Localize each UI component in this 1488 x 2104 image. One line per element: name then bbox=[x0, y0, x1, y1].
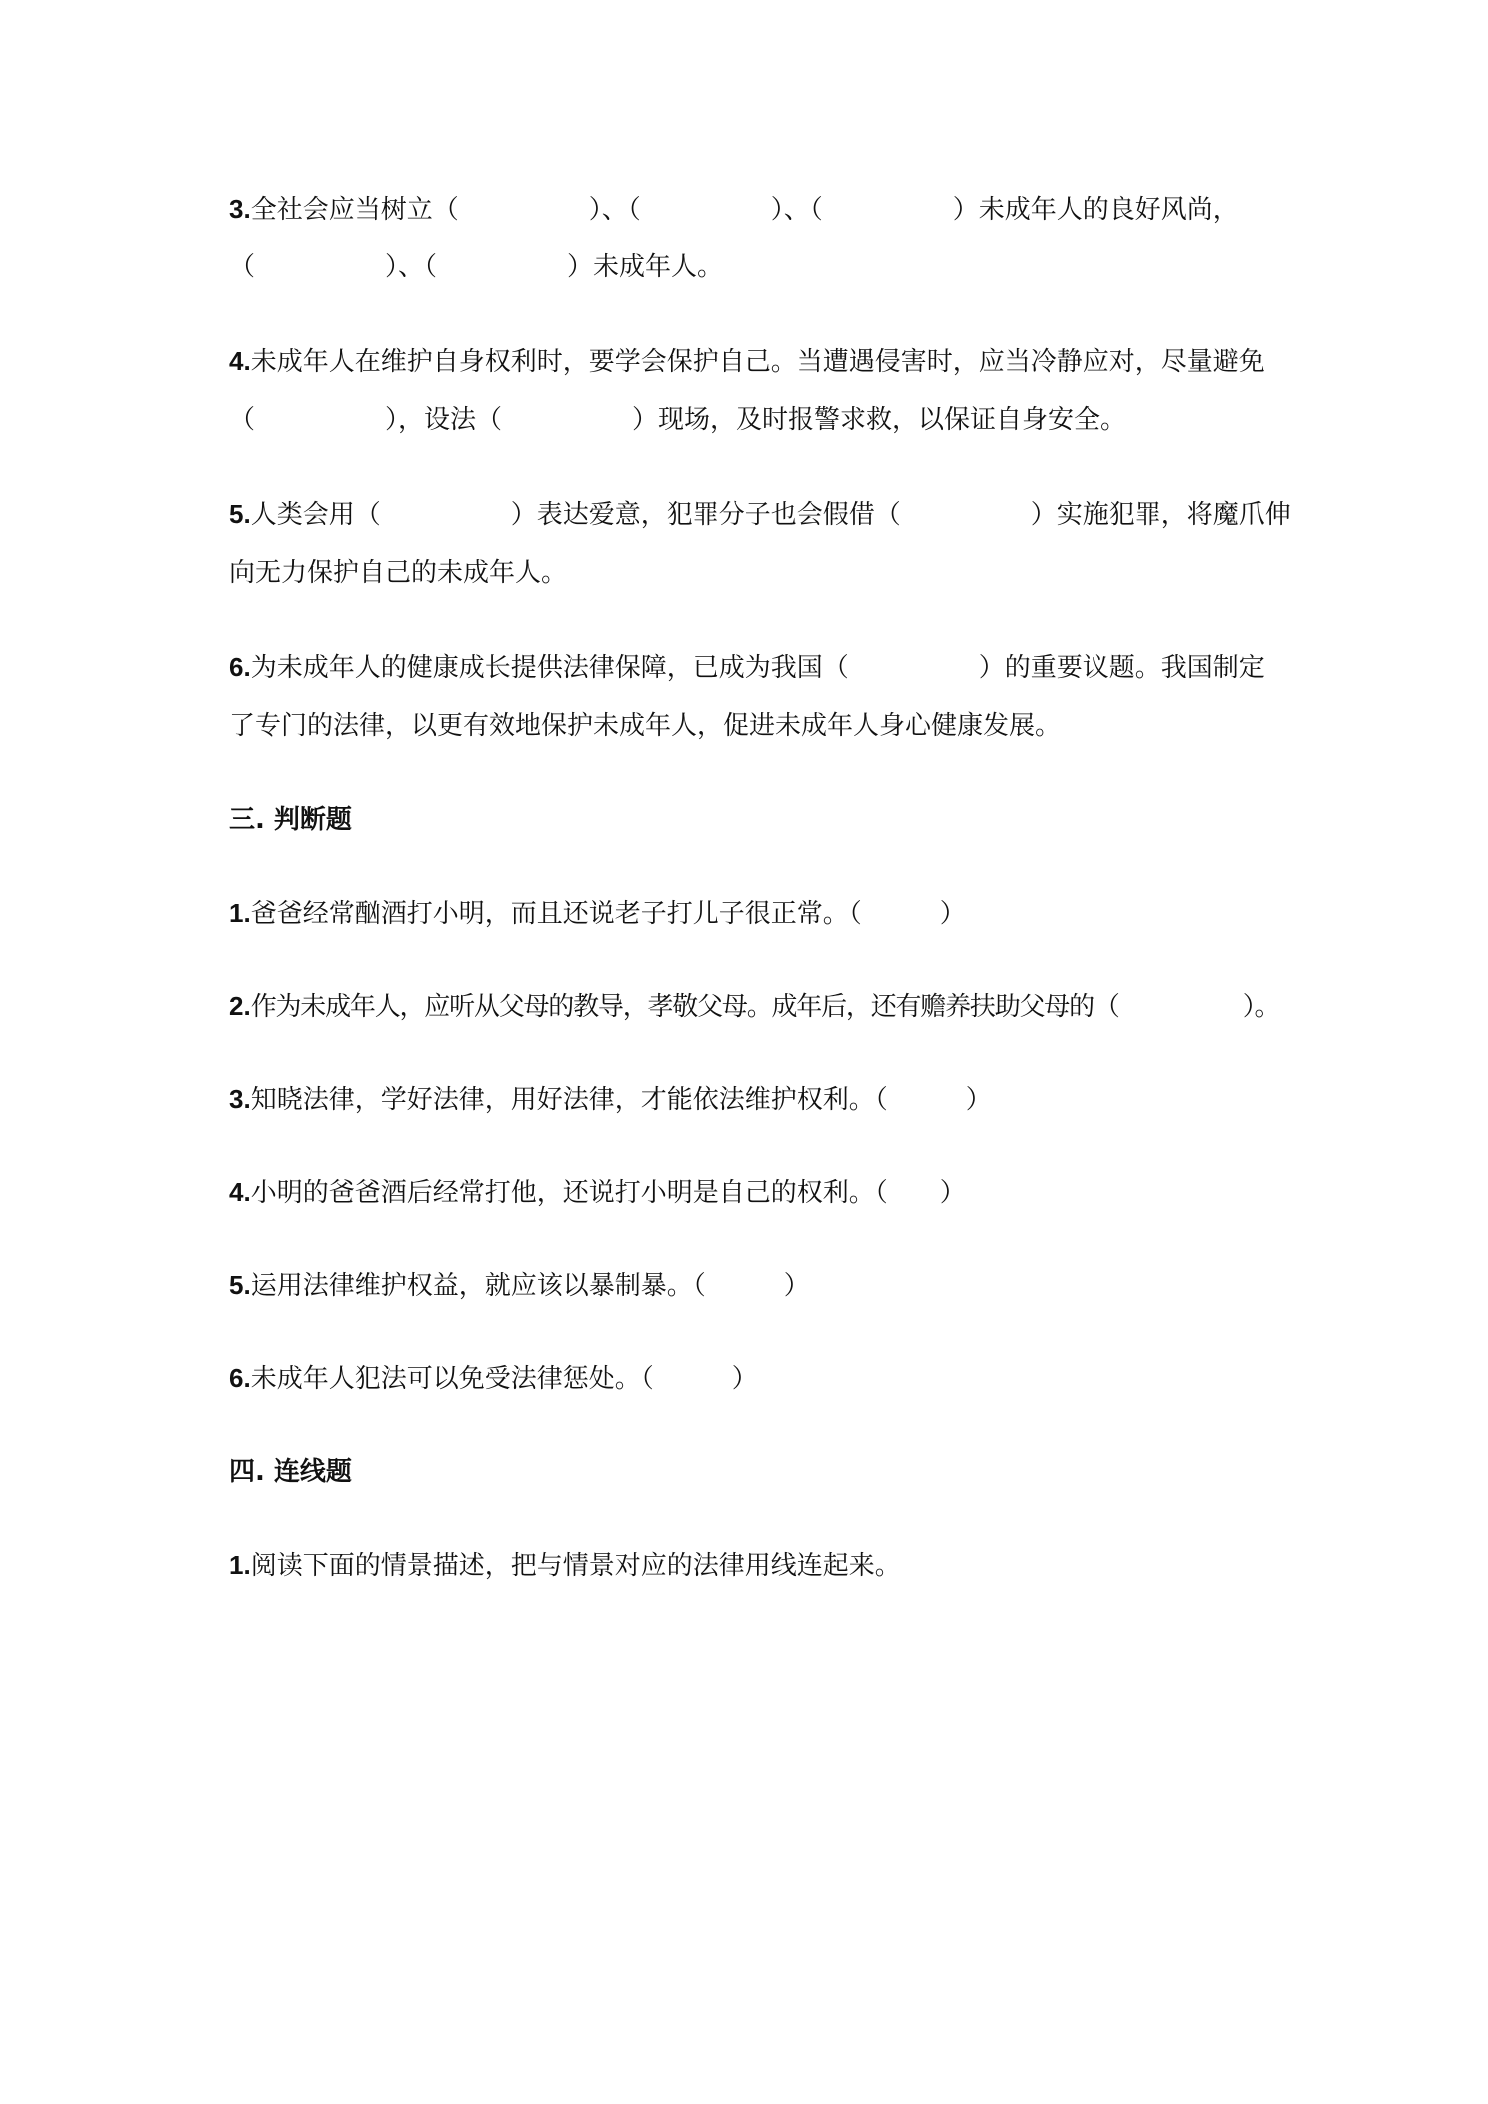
question-6-line-1 bbox=[229, 650, 1269, 685]
question-number: 5. bbox=[229, 499, 251, 529]
question-text: 了专门的法律，以更有效地保护未成年人，促进未成年人身心健康发展。 bbox=[229, 711, 1062, 741]
question-number: 6. bbox=[229, 1363, 251, 1393]
tf-question-6 bbox=[229, 1361, 1269, 1396]
question-number: 3. bbox=[229, 194, 251, 224]
tf-question-1 bbox=[229, 896, 1269, 931]
question-number: 5. bbox=[229, 1270, 251, 1300]
question-number: 2. bbox=[229, 991, 251, 1021]
question-3-line-2 bbox=[229, 250, 1269, 284]
question-text: （ ），设法（ ）现场，及时报警求救，以保证自身安全。 bbox=[229, 405, 1127, 435]
question-text: 运用法律维护权益，就应该以暴制暴。（ ） bbox=[250, 1271, 810, 1301]
question-4-line-2 bbox=[229, 403, 1269, 437]
matching-question-1 bbox=[229, 1548, 1269, 1583]
question-text: 人类会用（ ）表达爱意，犯罪分子也会假借（ ）实施犯罪，将魔爪伸 bbox=[250, 500, 1291, 530]
question-number: 3. bbox=[229, 1084, 251, 1114]
question-text: 向无力保护自己的未成年人。 bbox=[229, 558, 568, 588]
question-number: 4. bbox=[229, 1177, 251, 1207]
question-5-line-1 bbox=[229, 497, 1291, 532]
question-text: 阅读下面的情景描述，把与情景对应的法律用线连起来。 bbox=[250, 1551, 901, 1581]
question-4-line-1 bbox=[229, 344, 1269, 379]
tf-question-3 bbox=[229, 1082, 1269, 1117]
tf-question-4 bbox=[229, 1175, 1269, 1210]
question-number: 4. bbox=[229, 346, 251, 376]
question-text: 未成年人在维护自身权利时，要学会保护自己。当遭遇侵害时，应当冷静应对，尽量避免 bbox=[250, 347, 1265, 377]
question-text: 为未成年人的健康成长提供法律保障，已成为我国（ ）的重要议题。我国制定 bbox=[250, 653, 1265, 683]
question-text: （ ）、（ ）未成年人。 bbox=[229, 252, 724, 282]
question-number: 1. bbox=[229, 1550, 251, 1580]
question-text: 知晓法律，学好法律，用好法律，才能依法维护权利。（ ） bbox=[250, 1085, 992, 1115]
question-text: 爸爸经常酗酒打小明，而且还说老子打儿子很正常。（ ） bbox=[250, 899, 966, 929]
tf-question-2 bbox=[229, 989, 1280, 1024]
section-heading-true-false: 三. 判断题 bbox=[229, 805, 352, 835]
tf-question-5 bbox=[229, 1268, 1269, 1303]
question-number: 1. bbox=[229, 898, 251, 928]
section-heading-matching: 四. 连线题 bbox=[229, 1457, 352, 1487]
question-text: 未成年人犯法可以免受法律惩处。（ ） bbox=[250, 1364, 758, 1394]
question-3-line-1 bbox=[229, 192, 1269, 227]
question-number: 6. bbox=[229, 652, 251, 682]
question-6-line-2 bbox=[229, 709, 1269, 743]
question-text: 作为未成年人，应听从父母的教导，孝敬父母。成年后，还有赡养扶助父母的（ ）。 bbox=[250, 992, 1280, 1022]
question-5-line-2 bbox=[229, 556, 1269, 590]
question-text: 小明的爸爸酒后经常打他，还说打小明是自己的权利。（ ） bbox=[250, 1178, 966, 1208]
question-text: 全社会应当树立（ ）、（ ）、（ ）未成年人的良好风尚， bbox=[250, 195, 1239, 225]
